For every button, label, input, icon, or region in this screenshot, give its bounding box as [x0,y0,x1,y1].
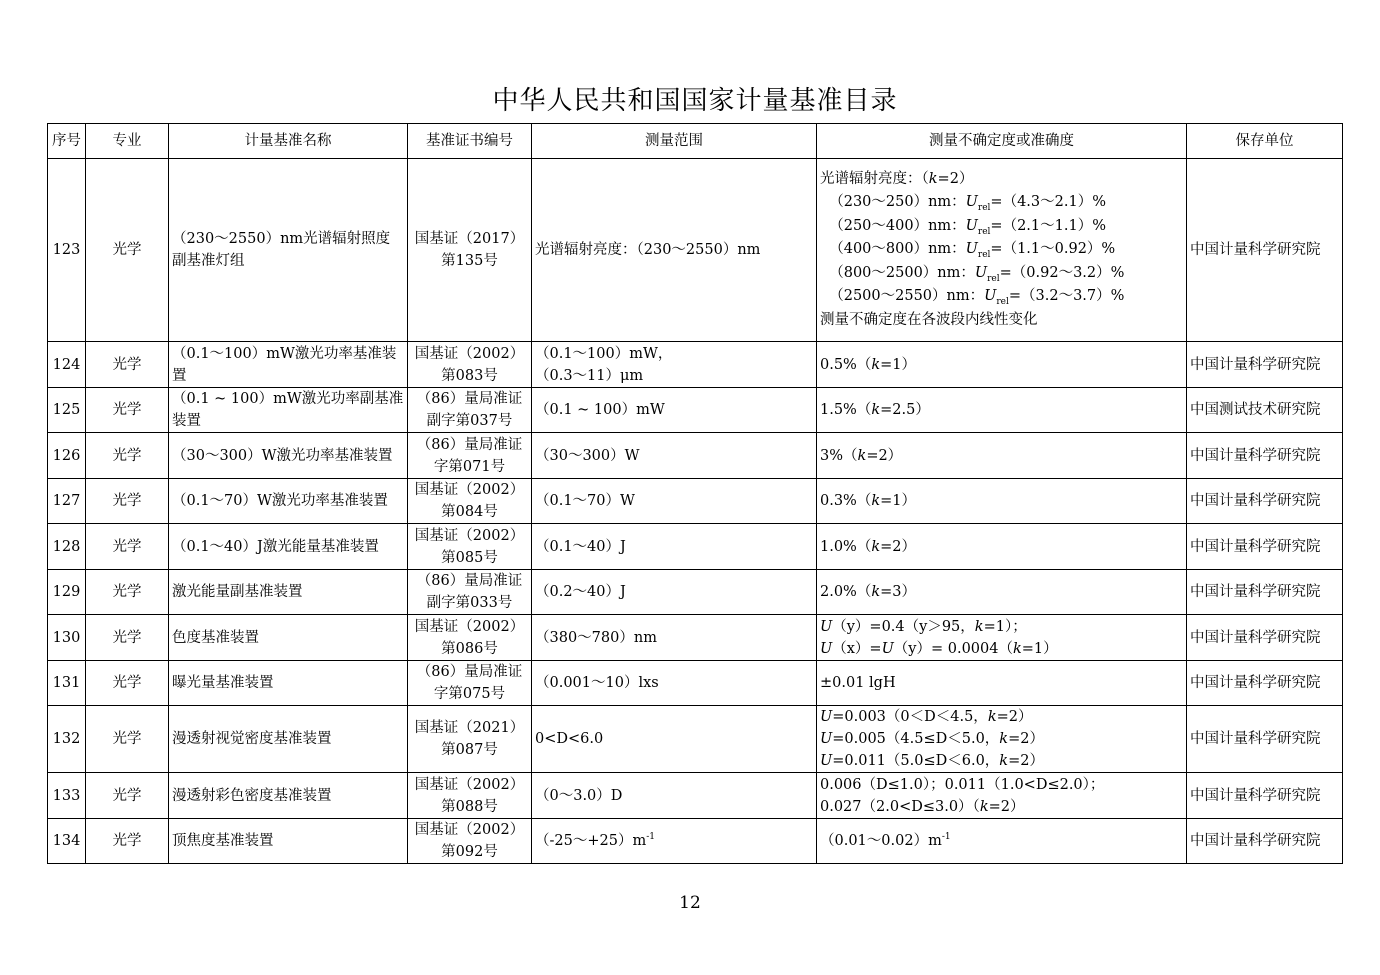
row-range: 光谱辐射亮度：（230～2550）nm [532,159,817,342]
row-unit: 中国计量科学研究院 [1187,615,1343,661]
row-unit: 中国计量科学研究院 [1187,819,1343,864]
row-uncert: 1.5%（k=2.5） [817,388,1187,433]
row-name: 漫透射视觉密度基准装置 [169,706,408,773]
row-cert: 国基证（2017）第135号 [408,159,532,342]
row-field: 光学 [86,773,169,819]
row-unit: 中国计量科学研究院 [1187,342,1343,388]
row-uncert: 0.5%（k=1） [817,342,1187,388]
row-cert: （86）量局准证字第071号 [408,433,532,479]
row-name: （0.1～40）J激光能量基准装置 [169,524,408,570]
header-field: 专业 [86,124,169,159]
row-unit: 中国计量科学研究院 [1187,159,1343,342]
row-range: （0.1～100）mW， （0.3～11）μm [532,342,817,388]
row-uncert: ±0.01 lgH [817,661,1187,706]
row-range: （0～3.0）D [532,773,817,819]
row-uncert: 0.3%（k=1） [817,479,1187,524]
table-row [48,773,1343,819]
table-header-row [48,124,1343,159]
row-range: （30～300）W [532,433,817,479]
header-name: 计量基准名称 [169,124,408,159]
row-no: 132 [48,706,86,773]
standards-table [47,123,1343,864]
row-no: 123 [48,159,86,342]
row-name: （30～300）W激光功率基准装置 [169,433,408,479]
row-cert: 国基证（2002）第084号 [408,479,532,524]
row-unit: 中国测试技术研究院 [1187,388,1343,433]
row-range: （0.1 ~ 100）mW [532,388,817,433]
row-no: 130 [48,615,86,661]
row-range: （0.1～40）J [532,524,817,570]
row-unit: 中国计量科学研究院 [1187,479,1343,524]
row-uncert: U=0.003（0＜D＜4.5，k=2） U=0.005（4.5≤D＜5.0，k=2） U=0.011（5.0≤D＜6.0，k=2） [817,706,1187,773]
row-uncert: $(0.01\sim 0.02)m^{-1}$ [817,819,1187,864]
row-name: 曝光量基准装置 [169,661,408,706]
row-name: （0.1～100）mW激光功率基准装置 [169,342,408,388]
row-field: 光学 [86,433,169,479]
row-uncert: 2.0%（k=3） [817,570,1187,615]
header-cert: 基准证书编号 [408,124,532,159]
row-range: （0.2～40）J [532,570,817,615]
row-unit: 中国计量科学研究院 [1187,570,1343,615]
row-no: 127 [48,479,86,524]
row-no: 131 [48,661,86,706]
header-no: 序号 [48,124,86,159]
row-unit: 中国计量科学研究院 [1187,524,1343,570]
row-cert: （86）量局准证副字第033号 [408,570,532,615]
row-field: 光学 [86,388,169,433]
row-field: 光学 [86,570,169,615]
table-row [48,433,1343,479]
row-cert: 国基证（2002）第092号 [408,819,532,864]
row-uncert: 3%（k=2） [817,433,1187,479]
table-row [48,479,1343,524]
row-name: （230～2550）nm光谱辐射照度副基准灯组 [169,159,408,342]
table-row [48,819,1343,864]
row-range: 0<D<6.0 [532,706,817,773]
row-field: 光学 [86,479,169,524]
header-uncert: 测量不确定度或准确度 [817,124,1187,159]
row-name: 顶焦度基准装置 [169,819,408,864]
row-unit: 中国计量科学研究院 [1187,706,1343,773]
table-row [48,159,1343,342]
row-uncert: 光谱辐射亮度：（k=2） （230～250）nm：$U_{rel}=(4.3\sim 2.1)\%$ （250～400）nm：$U_{rel}=(2.1\sim 1.1)\%$ （400～800）nm：$U_{rel}=(1.1\sim 0.92)\%$ （800～2500）nm：$U_{rel}=(0.92\sim 3.2)\%$ （2500～2550）nm：$U_{rel}=(3.2\sim 3.7)\%$ 测量不确定度在各波段内线性变化 [817,159,1187,342]
row-field: 光学 [86,661,169,706]
row-cert: 国基证（2002）第086号 [408,615,532,661]
row-no: 134 [48,819,86,864]
table-row [48,706,1343,773]
row-cert: （86）量局准证副字第037号 [408,388,532,433]
row-uncert: U（y）=0.4（y＞95，k=1）； U（x）=U（y）= 0.0004（k=1） [817,615,1187,661]
table-row [48,342,1343,388]
table-row [48,661,1343,706]
row-no: 124 [48,342,86,388]
header-unit: 保存单位 [1187,124,1343,159]
row-range: （380～780）nm [532,615,817,661]
row-field: 光学 [86,159,169,342]
row-field: 光学 [86,706,169,773]
row-unit: 中国计量科学研究院 [1187,661,1343,706]
row-name: 漫透射彩色密度基准装置 [169,773,408,819]
table-row [48,615,1343,661]
row-field: 光学 [86,524,169,570]
row-name: （0.1～70）W激光功率基准装置 [169,479,408,524]
page-title: 中华人民共和国国家计量基准目录 [492,86,898,116]
row-uncert: 0.006（D≤1.0）；0.011（1.0<D≤2.0）； 0.027（2.0<D≤3.0）（k=2） [817,773,1187,819]
table-row [48,388,1343,433]
row-no: 133 [48,773,86,819]
row-field: 光学 [86,342,169,388]
row-cert: 国基证（2002）第085号 [408,524,532,570]
row-range: $(-25\sim+25)m^{-1}$ [532,819,817,864]
row-cert: （86）量局准证字第075号 [408,661,532,706]
row-cert: 国基证（2021）第087号 [408,706,532,773]
table-row [48,524,1343,570]
row-name: 激光能量副基准装置 [169,570,408,615]
row-uncert: 1.0%（k=2） [817,524,1187,570]
row-name: 色度基准装置 [169,615,408,661]
row-name: （0.1 ~ 100）mW激光功率副基准装置 [169,388,408,433]
row-cert: 国基证（2002）第083号 [408,342,532,388]
row-cert: 国基证（2002）第088号 [408,773,532,819]
row-no: 125 [48,388,86,433]
row-range: （0.001～10）lxs [532,661,817,706]
header-range: 测量范围 [532,124,817,159]
row-no: 129 [48,570,86,615]
table-row [48,570,1343,615]
row-unit: 中国计量科学研究院 [1187,433,1343,479]
row-unit: 中国计量科学研究院 [1187,773,1343,819]
row-no: 126 [48,433,86,479]
row-field: 光学 [86,819,169,864]
row-range: （0.1～70）W [532,479,817,524]
row-no: 128 [48,524,86,570]
row-field: 光学 [86,615,169,661]
page-number: 12 [679,893,701,913]
